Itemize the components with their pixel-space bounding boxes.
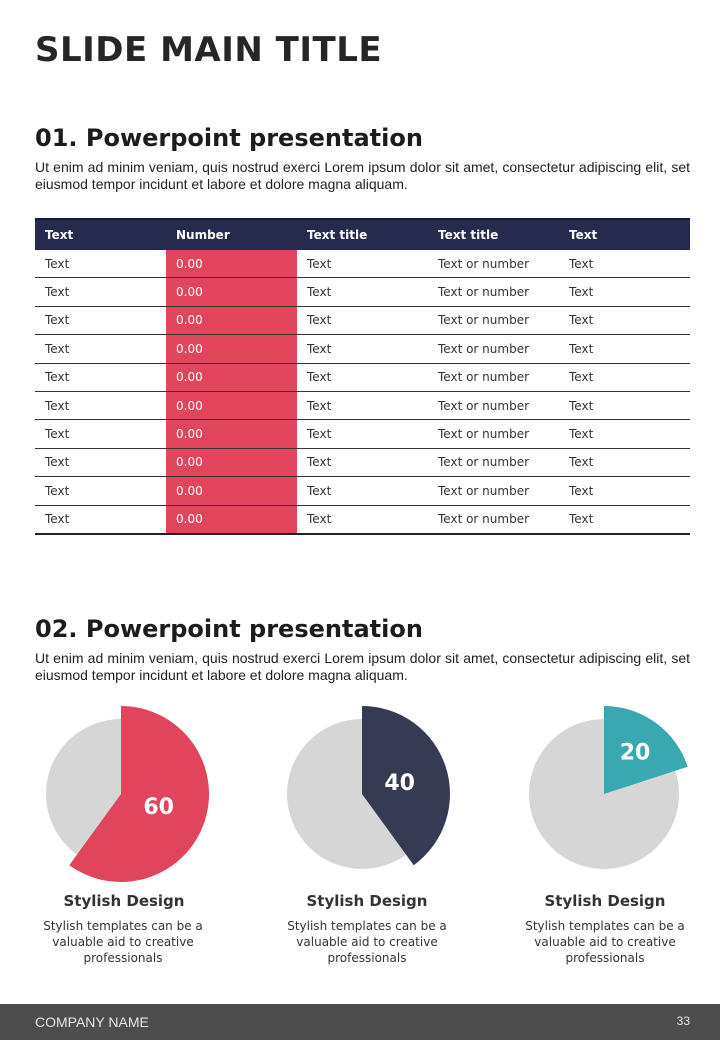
section-1-heading: 01. Powerpoint presentation	[35, 124, 423, 152]
table-cell: 0.00	[166, 448, 297, 476]
card-2-text: Stylish templates can be a valuable aid to creative professionals	[287, 919, 447, 965]
card-3-title: Stylish Design	[544, 892, 666, 910]
table-cell: 0.00	[166, 335, 297, 363]
pie-chart-1	[35, 700, 215, 890]
table-cell: Text	[559, 448, 690, 476]
table-cell: Text	[35, 306, 166, 334]
table-cell: 0.00	[166, 363, 297, 391]
card-1-title: Stylish Design	[63, 892, 185, 910]
table-cell: Text	[35, 477, 166, 505]
table-cell: Text	[559, 278, 690, 306]
table-header-cell: Text title	[428, 219, 559, 250]
slide-title: SLIDE MAIN TITLE	[35, 30, 383, 70]
table-cell: Text	[559, 306, 690, 334]
table-cell: Text or number	[428, 420, 559, 448]
table-cell: 0.00	[166, 391, 297, 419]
pie-value-label: 60	[143, 795, 174, 821]
table-cell: 0.00	[166, 477, 297, 505]
table-cell: Text	[35, 335, 166, 363]
table-row	[35, 391, 690, 419]
table-body	[35, 250, 690, 534]
table-cell: Text	[35, 250, 166, 278]
table-row	[35, 363, 690, 391]
table-cell: Text	[559, 477, 690, 505]
table-cell: Text	[35, 391, 166, 419]
table-cell: Text or number	[428, 391, 559, 419]
table-cell: Text or number	[428, 278, 559, 306]
table-header-cell: Text	[559, 219, 690, 250]
table-cell: Text	[297, 505, 428, 534]
table-cell: Text or number	[428, 448, 559, 476]
table-cell: Text	[35, 448, 166, 476]
pie-value-label: 20	[619, 740, 651, 766]
table-cell: 0.00	[166, 420, 297, 448]
table-cell: Text	[297, 306, 428, 334]
table-cell: 0.00	[166, 505, 297, 534]
table-cell: Text	[297, 477, 428, 505]
table-cell: 0.00	[166, 250, 297, 278]
table-row	[35, 306, 690, 334]
table-cell: Text	[35, 278, 166, 306]
card-1-text: Stylish templates can be a valuable aid to creative professionals	[43, 919, 203, 965]
table-cell: Text	[297, 335, 428, 363]
table-cell: 0.00	[166, 306, 297, 334]
table-row	[35, 448, 690, 476]
table-row	[35, 278, 690, 306]
table-cell: Text or number	[428, 477, 559, 505]
table-row	[35, 335, 690, 363]
page-number: 33	[676, 1014, 690, 1028]
table-header-cell: Number	[166, 219, 297, 250]
table-cell: Text	[297, 363, 428, 391]
table-cell: Text or number	[428, 505, 559, 534]
table-row	[35, 505, 690, 534]
pie-value-label: 40	[384, 770, 415, 796]
card-2-title: Stylish Design	[306, 892, 428, 910]
table-cell: Text	[297, 420, 428, 448]
pie-svg	[276, 700, 456, 890]
table-cell: Text or number	[428, 250, 559, 278]
table-cell: Text	[559, 420, 690, 448]
pie-chart-2	[276, 700, 456, 890]
table-cell: Text	[297, 448, 428, 476]
table-header-cell: Text title	[297, 219, 428, 250]
pie-svg	[35, 700, 215, 890]
table-row	[35, 477, 690, 505]
section-2-body: Ut enim ad minim veniam, quis nostrud exerci Lorem ipsum dolor sit amet, consectetur adipiscing elit, set eiusmod tempor incidunt et labore et dolore magna aliquam.	[35, 650, 690, 683]
table-row	[35, 420, 690, 448]
table-cell: Text or number	[428, 335, 559, 363]
table-cell: Text	[35, 363, 166, 391]
pie-svg	[515, 700, 695, 890]
section-2-heading: 02. Powerpoint presentation	[35, 615, 423, 643]
table-cell: Text	[35, 505, 166, 534]
table-cell: Text	[559, 391, 690, 419]
table-cell: Text	[559, 250, 690, 278]
table-header-row	[35, 219, 690, 250]
table-cell: Text	[297, 391, 428, 419]
footer-bar	[0, 1004, 720, 1040]
table-cell: Text	[297, 278, 428, 306]
table-cell: Text or number	[428, 306, 559, 334]
section-1-body: Ut enim ad minim veniam, quis nostrud exerci Lorem ipsum dolor sit amet, consectetur adipiscing elit, set eiusmod tempor incidunt et labore et dolore magna aliquam.	[35, 159, 690, 192]
data-table	[35, 218, 690, 535]
card-3-text: Stylish templates can be a valuable aid to creative professionals	[525, 919, 685, 965]
table-row	[35, 250, 690, 278]
table-cell: Text	[559, 505, 690, 534]
table-header-cell: Text	[35, 219, 166, 250]
table-cell: Text or number	[428, 363, 559, 391]
table-cell: Text	[297, 250, 428, 278]
company-name: COMPANY NAME	[35, 1014, 149, 1030]
pie-chart-3	[515, 700, 695, 890]
table-cell: Text	[559, 363, 690, 391]
table-cell: Text	[35, 420, 166, 448]
table-cell: Text	[559, 335, 690, 363]
table-cell: 0.00	[166, 278, 297, 306]
